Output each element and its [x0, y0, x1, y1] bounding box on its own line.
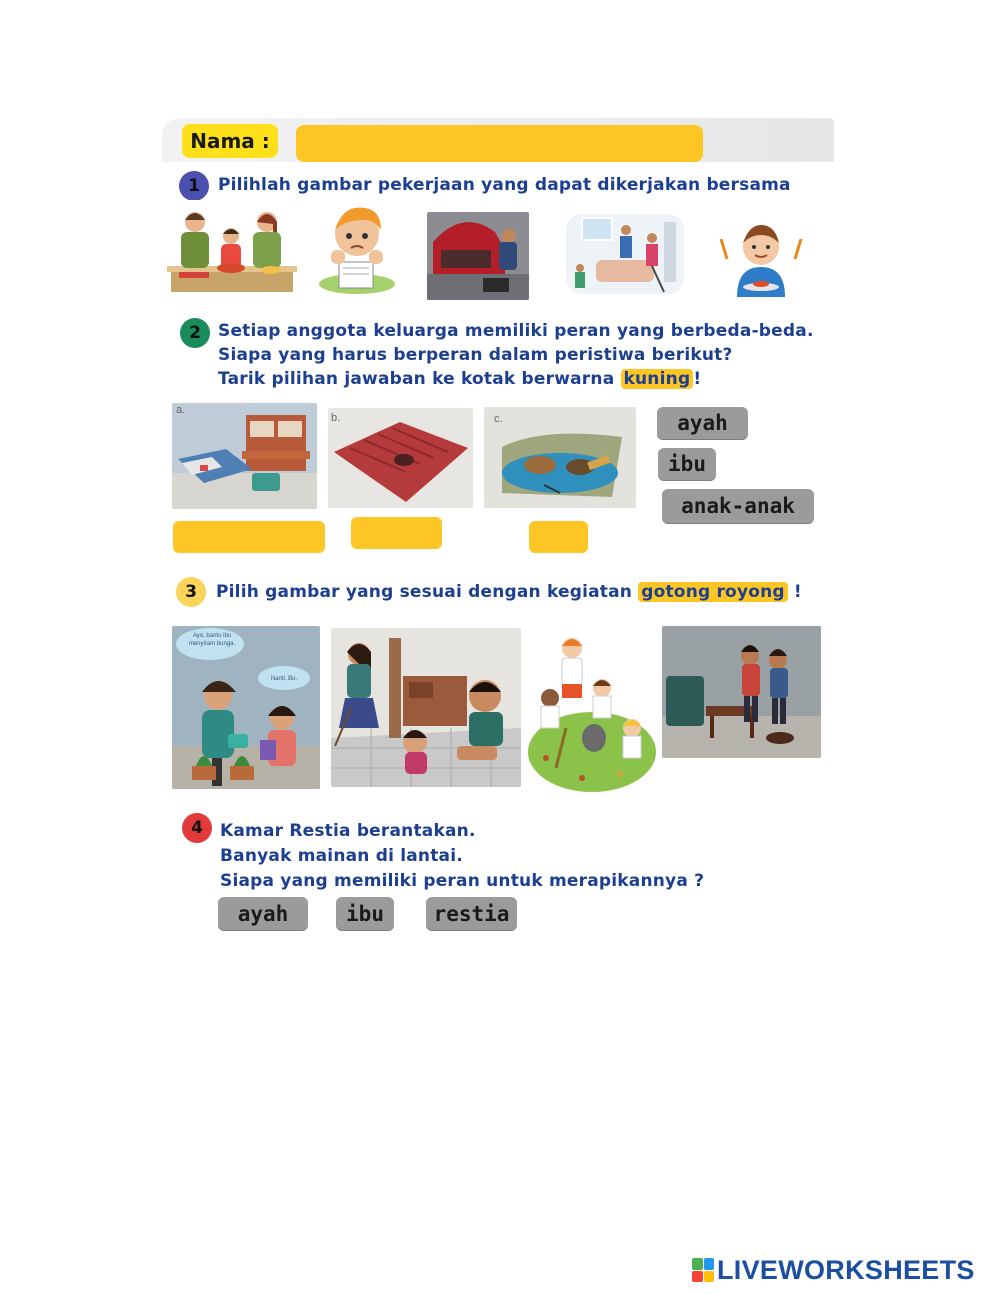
- q2-image-spilled-food: [484, 407, 636, 508]
- q1-image-man-fixing-car[interactable]: [427, 212, 529, 300]
- question-3-text: [216, 580, 802, 604]
- question-4-number: 4: [182, 813, 212, 843]
- q2-drop-box-a[interactable]: [173, 521, 325, 553]
- q2-image-messy-bedroom: [172, 403, 317, 509]
- name-label: Nama :: [182, 124, 278, 158]
- question-4-line-2: Banyak mainan di lantai.: [220, 846, 463, 866]
- kuning-highlight: kuning: [621, 369, 694, 389]
- q2-image-roof-tiles: [328, 408, 473, 508]
- question-2-line-3-prefix: Tarik pilihan jawaban ke kotak berwarna: [218, 369, 615, 389]
- question-3-text-prefix: Pilih gambar yang sesuai dengan kegiatan: [216, 582, 633, 602]
- liveworksheets-logo: [692, 1254, 975, 1286]
- q3-image-living-room[interactable]: [662, 626, 821, 758]
- q2-choice-ibu[interactable]: ibu: [658, 448, 716, 480]
- question-4-line-3: Siapa yang memiliki peran untuk merapikannya ?: [220, 871, 705, 891]
- q2-image-a-label: a.: [176, 404, 186, 416]
- q3-image-watering-flowers[interactable]: [172, 626, 320, 789]
- q4-choice-ayah[interactable]: ayah: [218, 897, 308, 930]
- q2-choice-ayah[interactable]: ayah: [657, 407, 748, 439]
- question-2-line-3-suffix: !: [693, 369, 702, 389]
- name-input-field[interactable]: [296, 125, 703, 162]
- q1-image-family-cooking[interactable]: [167, 200, 297, 295]
- q1-image-family-cleaning-house[interactable]: [560, 208, 690, 300]
- gotong-royong-highlight: gotong royong: [638, 582, 788, 602]
- q1-image-child-studying[interactable]: [313, 196, 401, 298]
- question-2-number: 2: [180, 318, 210, 348]
- question-2-line-1: Setiap anggota keluarga memiliki peran yang berbeda-beda.: [218, 321, 814, 341]
- q1-image-child-eating[interactable]: [713, 213, 809, 297]
- liveworksheets-logo-text: LIVEWORKSHEETS: [717, 1254, 975, 1285]
- question-1-number: 1: [179, 171, 209, 201]
- q2-choice-anak-anak[interactable]: anak-anak: [662, 489, 814, 523]
- question-2-line-3: [218, 367, 701, 391]
- question-1-text: Pilihlah gambar pekerjaan yang dapat dikerjakan bersama: [218, 175, 791, 195]
- q3-bubble-2: Nanti, Bu.: [270, 676, 298, 682]
- q2-drop-box-b[interactable]: [351, 517, 442, 549]
- q4-choice-ibu[interactable]: ibu: [336, 897, 394, 930]
- question-2-line-2: Siapa yang harus berperan dalam peristiwa berikut?: [218, 345, 733, 365]
- q3-image-cleaning-yard-together[interactable]: [526, 628, 658, 794]
- q2-drop-box-c[interactable]: [529, 521, 588, 553]
- q3-bubble-1: Ayo, bantu ibu menyiram bunga.: [188, 633, 236, 647]
- q3-image-children-playing[interactable]: [331, 628, 521, 787]
- liveworksheets-logo-icon: [692, 1258, 714, 1282]
- q2-image-c-label: c.: [494, 413, 503, 425]
- question-4-line-1: Kamar Restia berantakan.: [220, 821, 476, 841]
- q4-choice-restia[interactable]: restia: [426, 897, 517, 930]
- q2-image-b-label: b.: [331, 412, 341, 424]
- question-3-number: 3: [176, 577, 206, 607]
- question-3-text-suffix: !: [793, 582, 802, 602]
